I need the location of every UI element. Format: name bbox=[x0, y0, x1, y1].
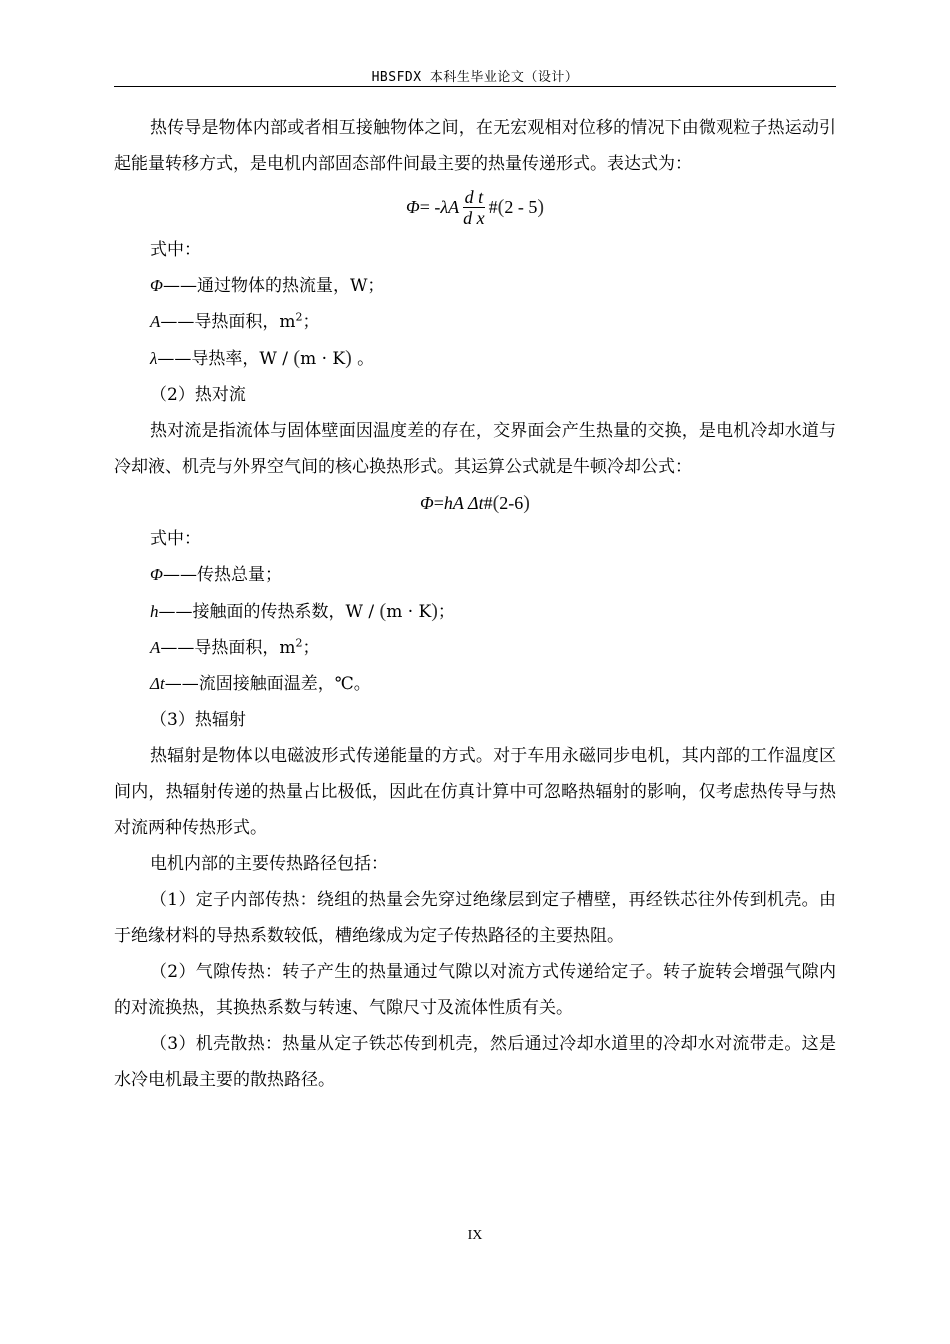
page-header: HBSFDX 本科生毕业论文（设计） bbox=[371, 70, 579, 85]
formula1-tag: 2 - 5 bbox=[504, 197, 538, 217]
definition-delta-t: Δt——流固接触面温差，℃。 bbox=[150, 674, 371, 694]
paragraph-paths-intro: 电机内部的主要传热路径包括： bbox=[150, 854, 388, 874]
formula1-lhs: Φ bbox=[406, 197, 420, 217]
heading-convection: （2）热对流 bbox=[150, 385, 246, 405]
paragraph-path-3: （3）机壳散热：热量从定子铁芯传到机壳，然后通过冷却水道里的冷却水对流带走。这是水冷电机最主要的散热路径。 bbox=[114, 1034, 836, 1090]
paragraph-path-1: （1）定子内部传热：绕组的热量会先穿过绝缘层到定子槽壁，再经铁芯往外传到机壳。由于绝缘材料的导热系数较低，槽绝缘成为定子传热路径的主要热阻。 bbox=[114, 890, 836, 946]
definition-lambda: λ——导热率，W / (m · K) 。 bbox=[150, 347, 375, 369]
formula1-numerator: d t bbox=[464, 186, 484, 207]
heading-radiation: （3）热辐射 bbox=[150, 710, 246, 730]
paragraph-path-2: （2）气隙传热：转子产生的热量通过气隙以对流方式传递给定子。转子旋转会增强气隙内的对流换热，其换热系数与转速、气隙尺寸及流体性质有关。 bbox=[114, 962, 836, 1018]
formula1-eq: = - bbox=[419, 197, 441, 217]
definition-h: h——接触面的传热系数，W / (m · K)； bbox=[150, 600, 455, 622]
page-number: IX bbox=[467, 1228, 483, 1243]
formula2-lhs: Φ bbox=[420, 493, 434, 513]
formula1-tag-hash: # bbox=[488, 197, 498, 217]
formula2-eq: = bbox=[433, 493, 444, 513]
formula-2-5: Φ = - λA $\frac{\text{d t}}{\text{d x}}$ # ( 2 - 5 ) bbox=[406, 186, 544, 228]
definition-area-1: A——导热面积，$m^2$； bbox=[150, 310, 320, 332]
formula2-rhs: hA Δt bbox=[443, 493, 484, 513]
formula1-coef: λA bbox=[440, 197, 460, 217]
formula1-fraction bbox=[461, 187, 487, 228]
formula1-denominator: d x bbox=[463, 207, 485, 228]
formula2-tag: 2-6 bbox=[499, 493, 524, 513]
page-body bbox=[114, 110, 836, 1098]
paragraph-conduction: 热传导是物体内部或者相互接触物体之间，在无宏观相对位移的情况下由微观粒子热运动引起能量转移方式，是电机内部固态部件间最主要的热量传递形式。表达式为： bbox=[114, 118, 836, 174]
formula2-tag-hash: # bbox=[483, 493, 493, 513]
definition-area-2: A——导热面积，$m^2$； bbox=[150, 636, 320, 658]
definition-phi-1: Φ——通过物体的热流量，W； bbox=[150, 276, 385, 296]
header-rule bbox=[114, 86, 836, 87]
paragraph-radiation: 热辐射是物体以电磁波形式传递能量的方式。对于车用永磁同步电机，其内部的工作温度区间内，热辐射传递的热量占比极低，因此在仿真计算中可忽略热辐射的影响，仅考虑热传导与热对流两种传热形式。 bbox=[114, 746, 836, 838]
formula-2-6: Φ = hA Δt # ( 2-6 ) bbox=[114, 485, 836, 521]
definition-phi-2: Φ——传热总量； bbox=[150, 565, 282, 585]
where-label-1: 式中： bbox=[150, 240, 201, 260]
paragraph-convection: 热对流是指流体与固体壁面因温度差的存在，交界面会产生热量的交换，是电机冷却水道与冷却液、机壳与外界空气间的核心换热形式。其运算公式就是牛顿冷却公式： bbox=[114, 421, 836, 477]
where-label-2: 式中： bbox=[150, 529, 201, 549]
